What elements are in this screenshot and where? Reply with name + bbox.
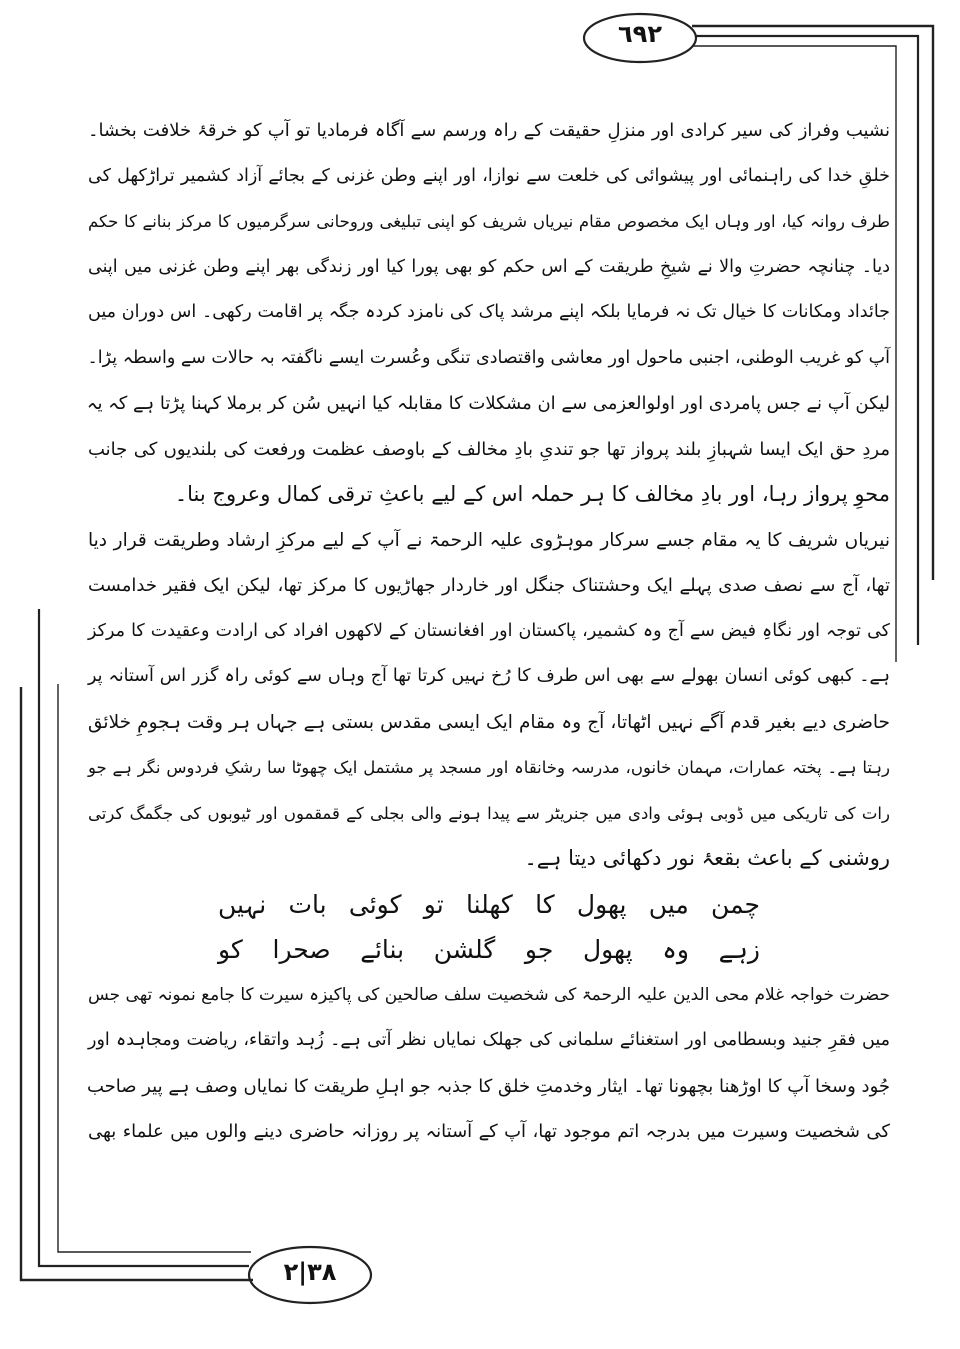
paragraph-1 (88, 108, 890, 518)
text-line: خلقِ خدا کی راہنمائی اور پیشوائی کی خلعت سے نوازا، اور اپنے وطن غزنی کے بجائے آزاد کشمیر تراڑکھل کی (88, 165, 890, 186)
text-line: رہتا ہے۔ پختہ عمارات، مہمان خانوں، مدرسہ وخانقاہ اور مسجد پر مشتمل ایک چھوٹا سا رشکِ فردوس نگر ہے جو (88, 758, 890, 777)
text-line: طرف روانہ کیا، اور وہاں ایک مخصوص مقام نیریاں شریف کو اپنی تبلیغی وروحانی سرگرمیوں کا مرکز بنانے کا حکم (88, 212, 890, 231)
text-line: دیا۔ چنانچہ حضرتِ والا نے شیخِ طریقت کے اس حکم کو بھی پورا کیا اور زندگی بھر اپنے وطن غزنی میں اپنی (88, 256, 890, 277)
text-line: محوِ پرواز رہا، اور بادِ مخالف کا ہر حملہ اس کے لیے باعثِ ترقی کمال وعروج بنا۔ (174, 482, 890, 506)
text-line: کی توجہ اور نگاہِ فیض سے آج وہ کشمیر، پاکستان اور افغانستان کے لاکھوں افراد کی ارادت وعقیدت کا مرکز (88, 620, 890, 641)
paragraph-2 (88, 518, 890, 882)
couplet-verse-2: زہے وہ پھول جو گلشن بنائے صحرا کو (218, 935, 760, 964)
paragraph-3 (88, 973, 890, 1155)
text-line: آپ کو غریب الوطنی، اجنبی ماحول اور معاشی واقتصادی تنگی وعُسرت ایسے ناگفتہ بہ حالات سے واسطہ پڑا۔ (87, 347, 890, 368)
text-line: مردِ حق ایک ایسا شہبازِ بلند پرواز تھا جو تندیِ بادِ مخالف کے باوصف عظمت ورفعت کی بلندیوں کی جانب (88, 438, 890, 460)
page-body-text (88, 108, 890, 1155)
text-line: ہے۔ کبھی کوئی انسان بھولے سے بھی اس طرف کا رُخ نہیں کرتا تھا آج وہاں سے کوئی راہ گزر اس آستانہ پر (88, 666, 890, 686)
text-line: میں فقرِ جنید وبسطامی اور استغنائے سلمانی کی جھلک نمایاں نظر آتی ہے۔ زُہد واتقاء، ریاضت ومجاہدہ اور (88, 1030, 890, 1050)
text-line: تھا، آج سے نصف صدی پہلے ایک وحشتناک جنگل اور خاردار جھاڑیوں کا مرکز تھا، لیکن ایک فقیر خدامست (88, 575, 890, 596)
poetry-couplet (88, 882, 890, 973)
couplet-verse-1: چمن میں پھول کا کھلنا تو کوئی بات نہیں (218, 889, 760, 919)
page-number-top: ٦٩٢ (618, 20, 662, 48)
text-line: حاضری دیے بغیر قدم آگے نہیں اٹھاتا، آج وہ مقام ایک ایسی مقدس بستی ہے جہاں ہر وقت ہجومِ خلائق (88, 711, 890, 733)
text-line: حضرت خواجہ غلام محی الدین علیہ الرحمۃ کی شخصیت سلف صالحین کی پاکیزہ سیرت کا جامع نمونہ تھی جس (87, 984, 890, 1005)
page-number-bottom: ٣٨|٢ (283, 1258, 337, 1286)
text-line: روشنی کے باعث بقعۂ نور دکھائی دیتا ہے۔ (524, 846, 890, 870)
text-line: جائداد ومکانات کا خیال تک نہ فرمایا بلکہ اپنے مرشد پاک کی نامزد کردہ جگہ پر اقامت رکھی۔ اس دوران میں (88, 302, 890, 322)
text-line: نشیب وفراز کی سیر کرادی اور منزلِ حقیقت کے راہ ورسم سے آگاہ فرمادیا تو آپ کو خرقۂ خلافت بخشا۔ (88, 120, 890, 141)
text-line: جُود وسخا آپ کا اوڑھنا بچھونا تھا۔ ایثار وخدمتِ خلق کا جذبہ جو اہلِ طریقت کا نمایاں وصف ہے پیر صاحب (86, 1075, 890, 1097)
text-line: نیریاں شریف کا یہ مقام جسے سرکار موہڑوی علیہ الرحمۃ نے آپ کے لیے مرکزِ ارشاد وطریقت قرار دیا (88, 529, 890, 551)
text-line: رات کی تاریکی میں ڈوبی ہوئی وادی میں جنریٹر سے پیدا ہونے والی بجلی کے قمقموں اور ٹیوبوں کی جگمگ کرتی (88, 803, 890, 823)
text-line: لیکن آپ نے جس پامردی اور اولوالعزمی سے ان مشکلات کا مقابلہ کیا انہیں سُن کر برملا کہنا پڑتا ہے کہ یہ (86, 393, 890, 414)
text-line: کی شخصیت وسیرت میں بدرجہ اتم موجود تھا، آپ کے آستانہ پر روزانہ حاضری دینے والوں میں علماء بھی (88, 1121, 890, 1142)
